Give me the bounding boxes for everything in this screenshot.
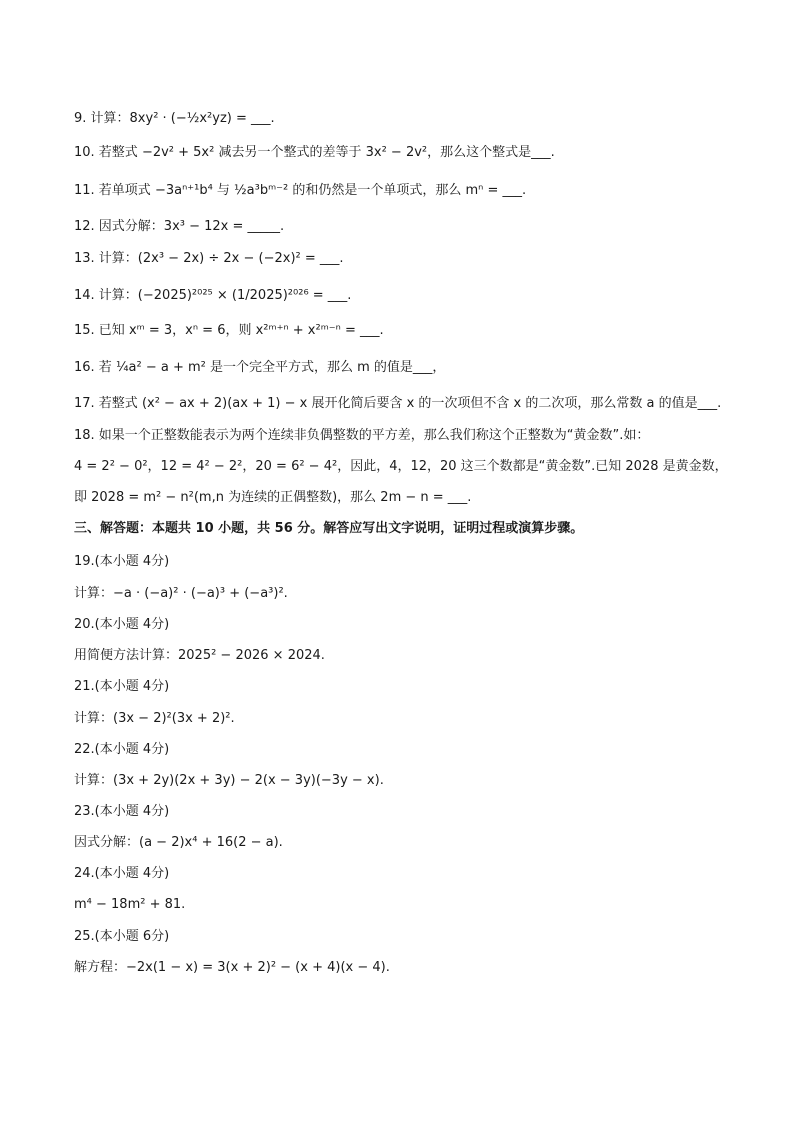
problem-11: 11. 若单项式 −3aⁿ⁺¹b⁴ 与 ½a³bᵐ⁻² 的和仍然是一个单项式，那么 mⁿ = ___. <box>74 183 527 198</box>
solution-body-23: 因式分解：(a − 2)x⁴ + 16(2 − a). <box>74 835 283 850</box>
solution-body-19: 计算：−a · (−a)² · (−a)³ + (−a³)². <box>74 586 288 601</box>
solution-body-20: 用简便方法计算：2025² − 2026 × 2024. <box>74 648 325 663</box>
problem-16: 16. 若 ¼a² − a + m² 是一个完全平方式，那么 m 的值是___， <box>74 360 446 375</box>
problem-18-line-2: 4 = 2² − 0²，12 = 4² − 2²，20 = 6² − 4²，因此，4，12，20 这三个数都是“黄金数”.已知 2028 是黄金数， <box>74 459 728 474</box>
solution-header-21: 21.(本小题 4分) <box>74 679 170 694</box>
problem-18-line-3: 即 2028 = m² − n²(m,n 为连续的正偶整数)，那么 2m − n = ___. <box>74 490 472 505</box>
problem-14: 14. 计算：(−2025)²⁰²⁵ × (1/2025)²⁰²⁶ = ___. <box>74 288 352 303</box>
solution-header-24: 24.(本小题 4分) <box>74 866 170 881</box>
solution-header-22: 22.(本小题 4分) <box>74 742 170 757</box>
problem-10: 10. 若整式 −2v² + 5x² 减去另一个整式的差等于 3x² − 2v²，那么这个整式是___. <box>74 145 555 160</box>
solution-header-25: 25.(本小题 6分) <box>74 929 170 944</box>
solution-body-24: m⁴ − 18m² + 81. <box>74 897 186 912</box>
solution-body-25: 解方程：−2x(1 − x) = 3(x + 2)² − (x + 4)(x − 4). <box>74 960 390 975</box>
section-3-heading: 三、解答题：本题共 10 小题，共 56 分。解答应写出文字说明，证明过程或演算步骤。 <box>74 521 584 536</box>
solution-header-20: 20.(本小题 4分) <box>74 617 170 632</box>
solution-body-22: 计算：(3x + 2y)(2x + 3y) − 2(x − 3y)(−3y − x). <box>74 773 384 788</box>
solution-body-21: 计算：(3x − 2)²(3x + 2)². <box>74 711 235 726</box>
problem-17: 17. 若整式 (x² − ax + 2)(ax + 1) − x 展开化简后要含 x 的一次项但不含 x 的二次项，那么常数 a 的值是___. <box>74 396 722 411</box>
problem-18-line-1: 18. 如果一个正整数能表示为两个连续非负偶整数的平方差，那么我们称这个正整数为“黄金数”.如： <box>74 428 650 443</box>
problem-12: 12. 因式分解：3x³ − 12x = _____. <box>74 219 285 234</box>
problem-9: 9. 计算：8xy² · (−½x²yz) = ___. <box>74 111 275 126</box>
solution-header-19: 19.(本小题 4分) <box>74 554 170 569</box>
problem-13: 13. 计算：(2x³ − 2x) ÷ 2x − (−2x)² = ___. <box>74 251 344 266</box>
problem-15: 15. 已知 xᵐ = 3，xⁿ = 6，则 x²ᵐ⁺ⁿ + x²ᵐ⁻ⁿ = ___. <box>74 323 384 338</box>
solution-header-23: 23.(本小题 4分) <box>74 804 170 819</box>
